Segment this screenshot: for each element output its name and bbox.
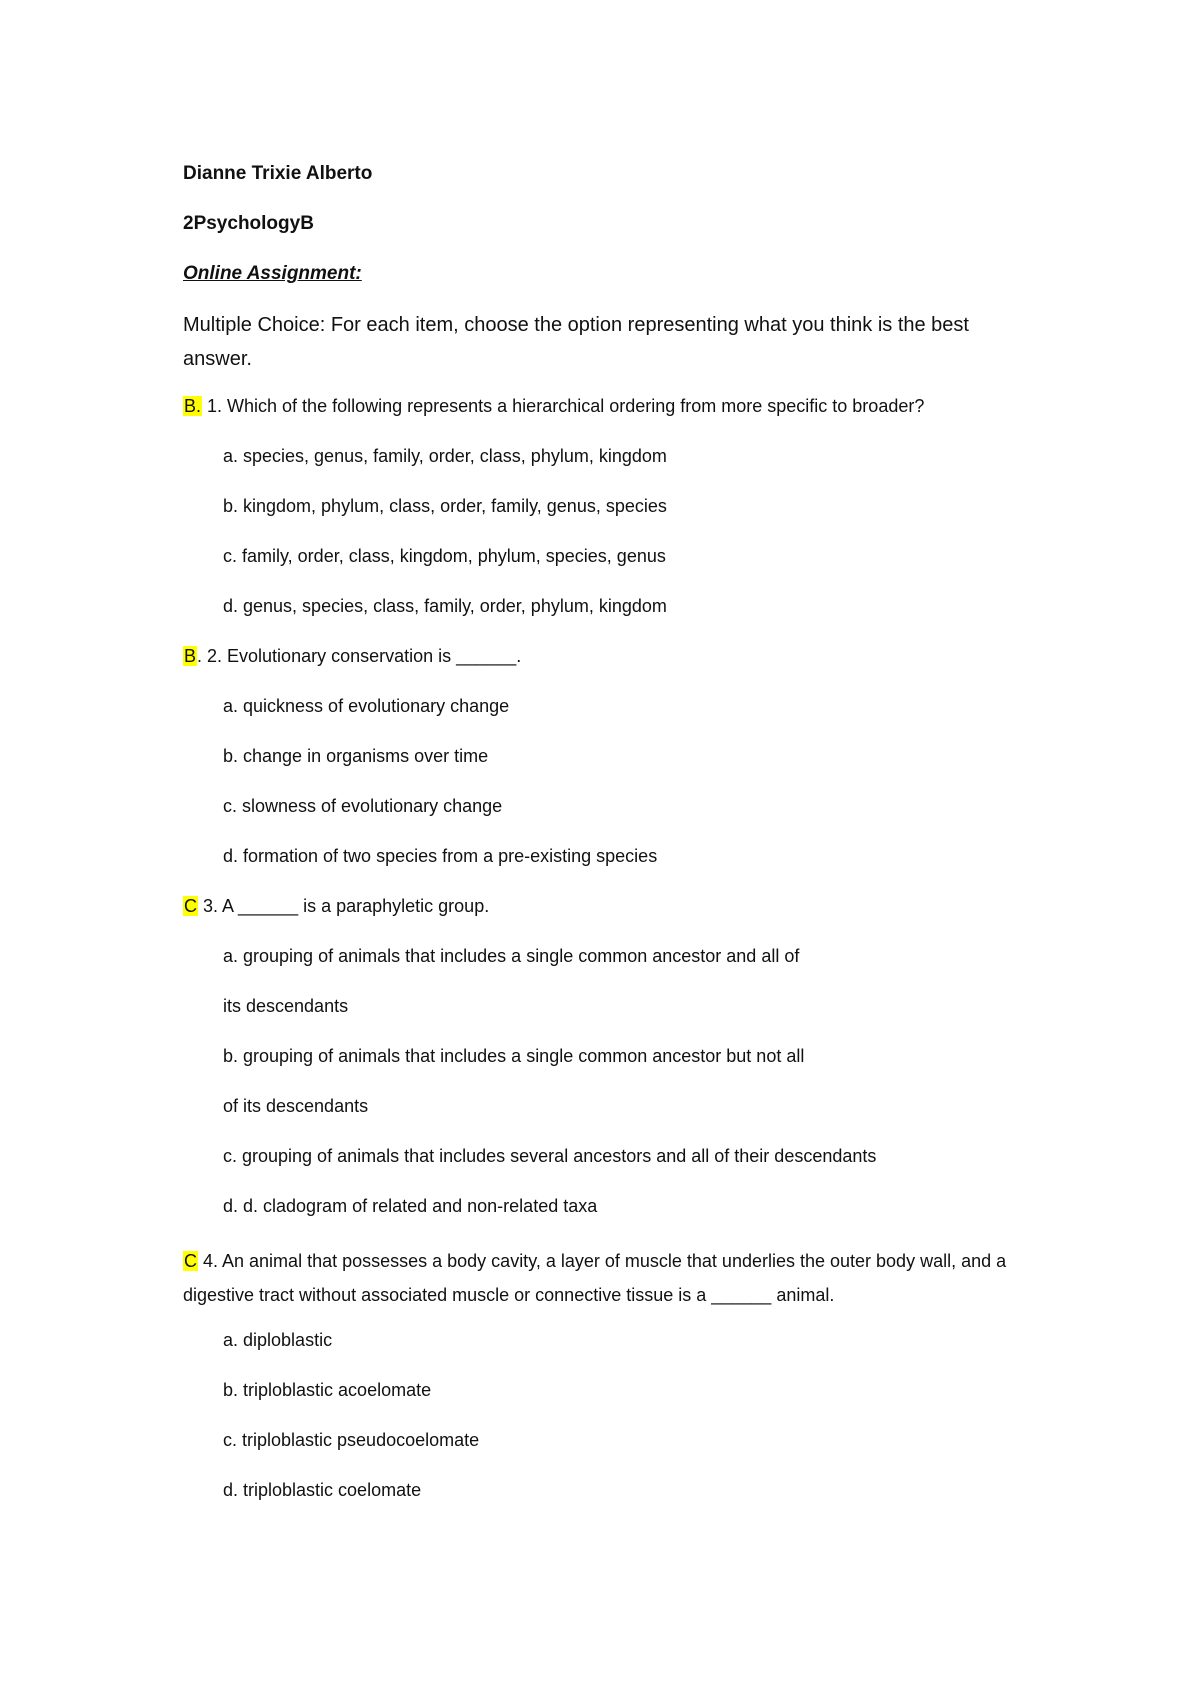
option-a: a. quickness of evolutionary change [223,696,510,716]
option-b: b. kingdom, phylum, class, order, family, genus, species [223,496,667,516]
question-2 [183,644,1043,668]
option-c: c. grouping of animals that includes several ancestors and all of their descendants [223,1146,877,1166]
assignment-title: Online Assignment: [183,263,362,284]
option-b-continued: of its descendants [223,1096,369,1116]
option-b: b. triploblastic acoelomate [223,1380,432,1400]
options-list [223,944,1043,1218]
document-content [183,162,1043,1528]
answer-highlight: B [184,646,197,666]
option-c: c. triploblastic pseudocoelomate [223,1430,480,1450]
option-a: a. grouping of animals that includes a single common ancestor and all of [223,946,800,966]
option-c: c. slowness of evolutionary change [223,796,503,816]
question-3 [183,894,1043,918]
option-b: b. change in organisms over time [223,746,489,766]
student-class: 2PsychologyB [183,213,314,234]
option-b: b. grouping of animals that includes a single common ancestor but not all [223,1046,805,1066]
options-list [223,694,1043,868]
option-d: d. genus, species, class, family, order, phylum, kingdom [223,596,667,616]
option-d: d. formation of two species from a pre-existing species [223,846,658,866]
option-c: c. family, order, class, kingdom, phylum, species, genus [223,546,666,566]
answer-highlight: C [184,896,197,916]
question-text: . 2. Evolutionary conservation is ______. [197,646,522,666]
question-4 [183,1244,1043,1312]
option-a: a. diploblastic [223,1330,333,1350]
student-name: Dianne Trixie Alberto [183,163,373,184]
options-list [223,1328,1043,1502]
option-d: d. triploblastic coelomate [223,1480,422,1500]
answer-highlight: C [184,1251,197,1271]
question-text: 4. An animal that possesses a body cavity, a layer of muscle that underlies the outer body wall, and a digestive tract without associated muscle or connective tissue is a ______ animal. [183,1251,1007,1305]
options-list [223,444,1043,618]
question-1 [183,394,1043,418]
option-a-continued: its descendants [223,996,349,1016]
option-a: a. species, genus, family, order, class, phylum, kingdom [223,446,667,466]
question-text: 1. Which of the following represents a hierarchical ordering from more specific to broader? [202,396,925,416]
instructions-text: Multiple Choice: For each item, choose the option representing what you think is the best answer. [183,314,969,370]
question-text: 3. A ______ is a paraphyletic group. [198,896,490,916]
answer-highlight: B. [184,396,202,416]
option-d: d. d. cladogram of related and non-related taxa [223,1196,598,1216]
